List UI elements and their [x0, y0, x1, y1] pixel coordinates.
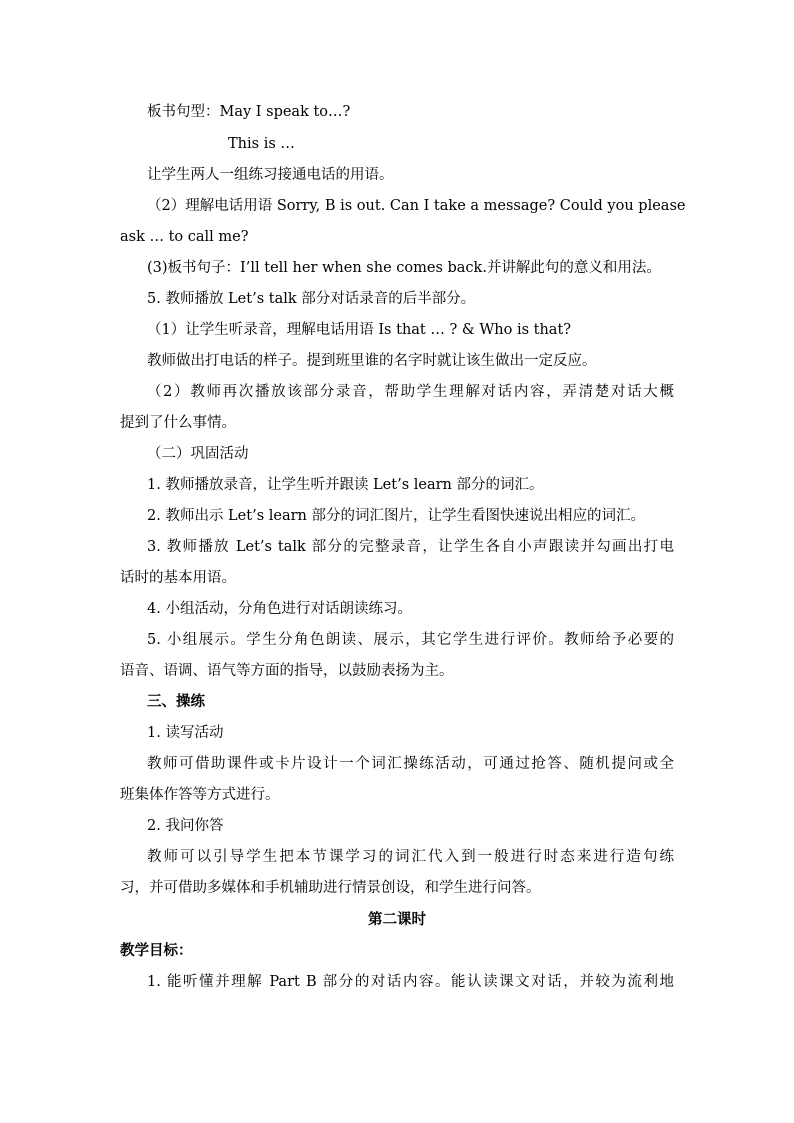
paragraph-line: 教师做出打电话的样子。提到班里谁的名字时就让该生做出一定反应。 — [147, 353, 597, 369]
paragraph-line: （2）教师再次播放该部分录音，帮助学生理解对话内容，弄清楚对话大概 — [147, 384, 674, 400]
paragraph-line: （1）让学生听录音，理解电话用语 Is that … ? & Who is that? — [147, 322, 572, 338]
list-item: 4. 小组活动，分角色进行对话朗读练习。 — [147, 601, 412, 617]
lesson-title: 第二课时 — [368, 911, 426, 928]
paragraph-line: （2）理解电话用语 Sorry, B is out. Can I take a message? Could you please — [147, 198, 686, 214]
paragraph-line: 语音、语调、语气等方面的指导，以鼓励表扬为主。 — [120, 663, 454, 679]
board-sentence-pattern: 板书句型：May I speak to…? — [147, 104, 351, 120]
section-heading: 三、操练 — [147, 693, 205, 710]
paragraph-line: 5. 教师播放 Let’s talk 部分对话录音的后半部分。 — [147, 291, 476, 307]
list-item: 1. 能听懂并理解 Part B 部分的对话内容。能认读课文对话，并较为流利地 — [147, 974, 674, 990]
paragraph-line: ask … to call me? — [120, 229, 249, 245]
paragraph-line: 习，并可借助多媒体和手机辅助进行情景创设，和学生进行问答。 — [120, 880, 541, 896]
paragraph-line: 提到了什么事情。 — [120, 415, 236, 431]
list-item: 1. 教师播放录音，让学生听并跟读 Let’s learn 部分的词汇。 — [147, 477, 544, 493]
board-sentence-pattern-2: This is … — [228, 136, 295, 152]
paragraph-line: 话时的基本用语。 — [120, 570, 236, 586]
list-item: 1. 读写活动 — [147, 725, 224, 741]
objectives-heading: 教学目标： — [120, 942, 193, 959]
paragraph-line: 班集体作答等方式进行。 — [120, 787, 280, 803]
section-heading: （二）巩固活动 — [147, 446, 249, 462]
list-item: 5. 小组展示。学生分角色朗读、展示，其它学生进行评价。教师给予必要的 — [147, 632, 674, 648]
list-item: 3. 教师播放 Let’s talk 部分的完整录音，让学生各自小声跟读并勾画出打电 — [147, 539, 674, 555]
list-item: 2. 我问你答 — [147, 818, 224, 834]
paragraph-line: 让学生两人一组练习接通电话的用语。 — [147, 167, 394, 183]
paragraph-line: 教师可以引导学生把本节课学习的词汇代入到一般进行时态来进行造句练 — [147, 849, 674, 865]
paragraph-line: 教师可借助课件或卡片设计一个词汇操练活动，可通过抢答、随机提问或全 — [147, 756, 674, 772]
paragraph-line: (3)板书句子：I’ll tell her when she comes back.并讲解此句的意义和用法。 — [147, 260, 661, 276]
list-item: 2. 教师出示 Let’s learn 部分的词汇图片，让学生看图快速说出相应的词汇。 — [147, 508, 645, 524]
